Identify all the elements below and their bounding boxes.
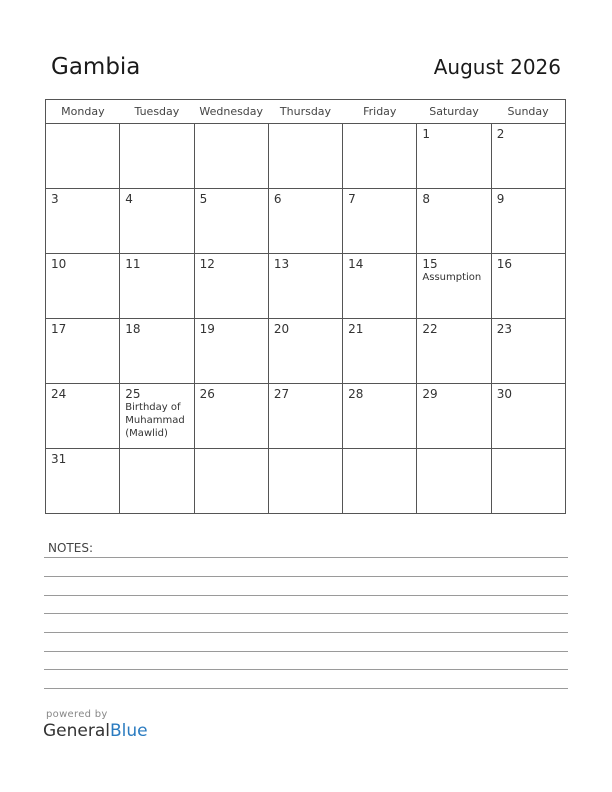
day-cell [343,319,417,384]
day-number: 26 [199,387,215,401]
calendar-grid [45,99,566,514]
day-number: 5 [199,192,208,206]
month-year-title: August 2026 [433,55,561,79]
day-number: 30 [496,387,512,401]
day-number: 19 [199,322,215,336]
day-cell [46,319,120,384]
holiday-label: Assumption [422,272,482,283]
day-number: 2 [496,127,505,141]
day-cell [46,384,120,449]
day-number: 27 [273,387,290,401]
day-number: 22 [422,322,438,336]
day-cell [120,319,194,384]
day-number: 9 [496,192,505,206]
country-title: Gambia [51,54,141,80]
day-number: 15 [422,257,438,271]
week-row [46,189,566,254]
day-cell [46,449,120,514]
day-number: 16 [496,257,512,271]
notes-line [44,576,568,577]
day-cell [194,254,268,319]
day-cell [268,319,342,384]
week-row [46,124,566,189]
day-number: 25 [125,387,141,401]
notes-line [44,688,568,689]
day-cell [417,384,491,449]
day-cell [491,449,565,514]
day-cell [417,449,491,514]
weekday-monday: Monday [46,100,120,124]
day-cell [417,254,491,319]
day-cell [194,124,268,189]
day-cell [343,384,417,449]
day-cell [268,124,342,189]
brand-blue-text: Blue [110,721,148,741]
day-cell [491,254,565,319]
weekday-saturday: Saturday [417,100,491,124]
day-cell [194,449,268,514]
day-cell [417,124,491,189]
day-cell [343,449,417,514]
day-number: 31 [51,452,67,466]
weekday-friday: Friday [343,100,417,124]
day-cell [491,124,565,189]
day-number: 17 [51,322,67,336]
notes-line [44,632,568,633]
day-cell [194,319,268,384]
week-row [46,449,566,514]
day-cell [194,384,268,449]
notes-line [44,595,568,596]
notes-label: NOTES: [48,541,93,555]
day-number: 18 [125,322,141,336]
day-cell [268,449,342,514]
day-cell [491,189,565,254]
notes-line [44,669,568,670]
day-cell [343,124,417,189]
day-cell [491,384,565,449]
day-number: 21 [348,322,364,336]
generalblue-logo [43,721,148,741]
day-cell [120,124,194,189]
day-cell [268,254,342,319]
day-number: 14 [348,257,364,271]
day-cell [120,254,194,319]
day-number: 3 [51,192,59,206]
weekday-tuesday: Tuesday [120,100,194,124]
notes-line [44,557,568,558]
brand-general-text: General [43,721,110,741]
week-row [46,319,566,384]
holiday-label: Birthday of Muhammad (Mawlid) [125,402,185,439]
weekday-header-row [46,100,566,124]
day-cell [417,319,491,384]
notes-line [44,651,568,652]
day-cell [46,124,120,189]
day-cell [46,254,120,319]
day-cell [120,189,194,254]
day-cell [120,449,194,514]
day-number: 4 [125,192,133,206]
day-cell [417,189,491,254]
day-number: 6 [273,192,282,206]
day-cell [120,384,194,449]
day-number: 23 [496,322,512,336]
day-number: 13 [273,257,290,271]
day-number: 24 [51,387,67,401]
day-cell [343,254,417,319]
day-number: 10 [51,257,67,271]
weekday-wednesday: Wednesday [194,100,268,124]
day-cell [46,189,120,254]
day-number: 29 [422,387,438,401]
notes-line [44,613,568,614]
day-number: 12 [199,257,215,271]
day-number: 7 [348,192,356,206]
day-cell [343,189,417,254]
day-cell [491,319,565,384]
day-cell [194,189,268,254]
powered-by-text: powered by [46,709,108,720]
weekday-thursday: Thursday [268,100,342,124]
weekday-sunday: Sunday [491,100,565,124]
day-number: 8 [422,192,431,206]
day-number: 1 [422,127,431,141]
day-number: 11 [125,257,141,271]
day-number: 28 [348,387,364,401]
day-cell [268,384,342,449]
day-number: 20 [273,322,290,336]
week-row [46,254,566,319]
week-row [46,384,566,449]
day-cell [268,189,342,254]
